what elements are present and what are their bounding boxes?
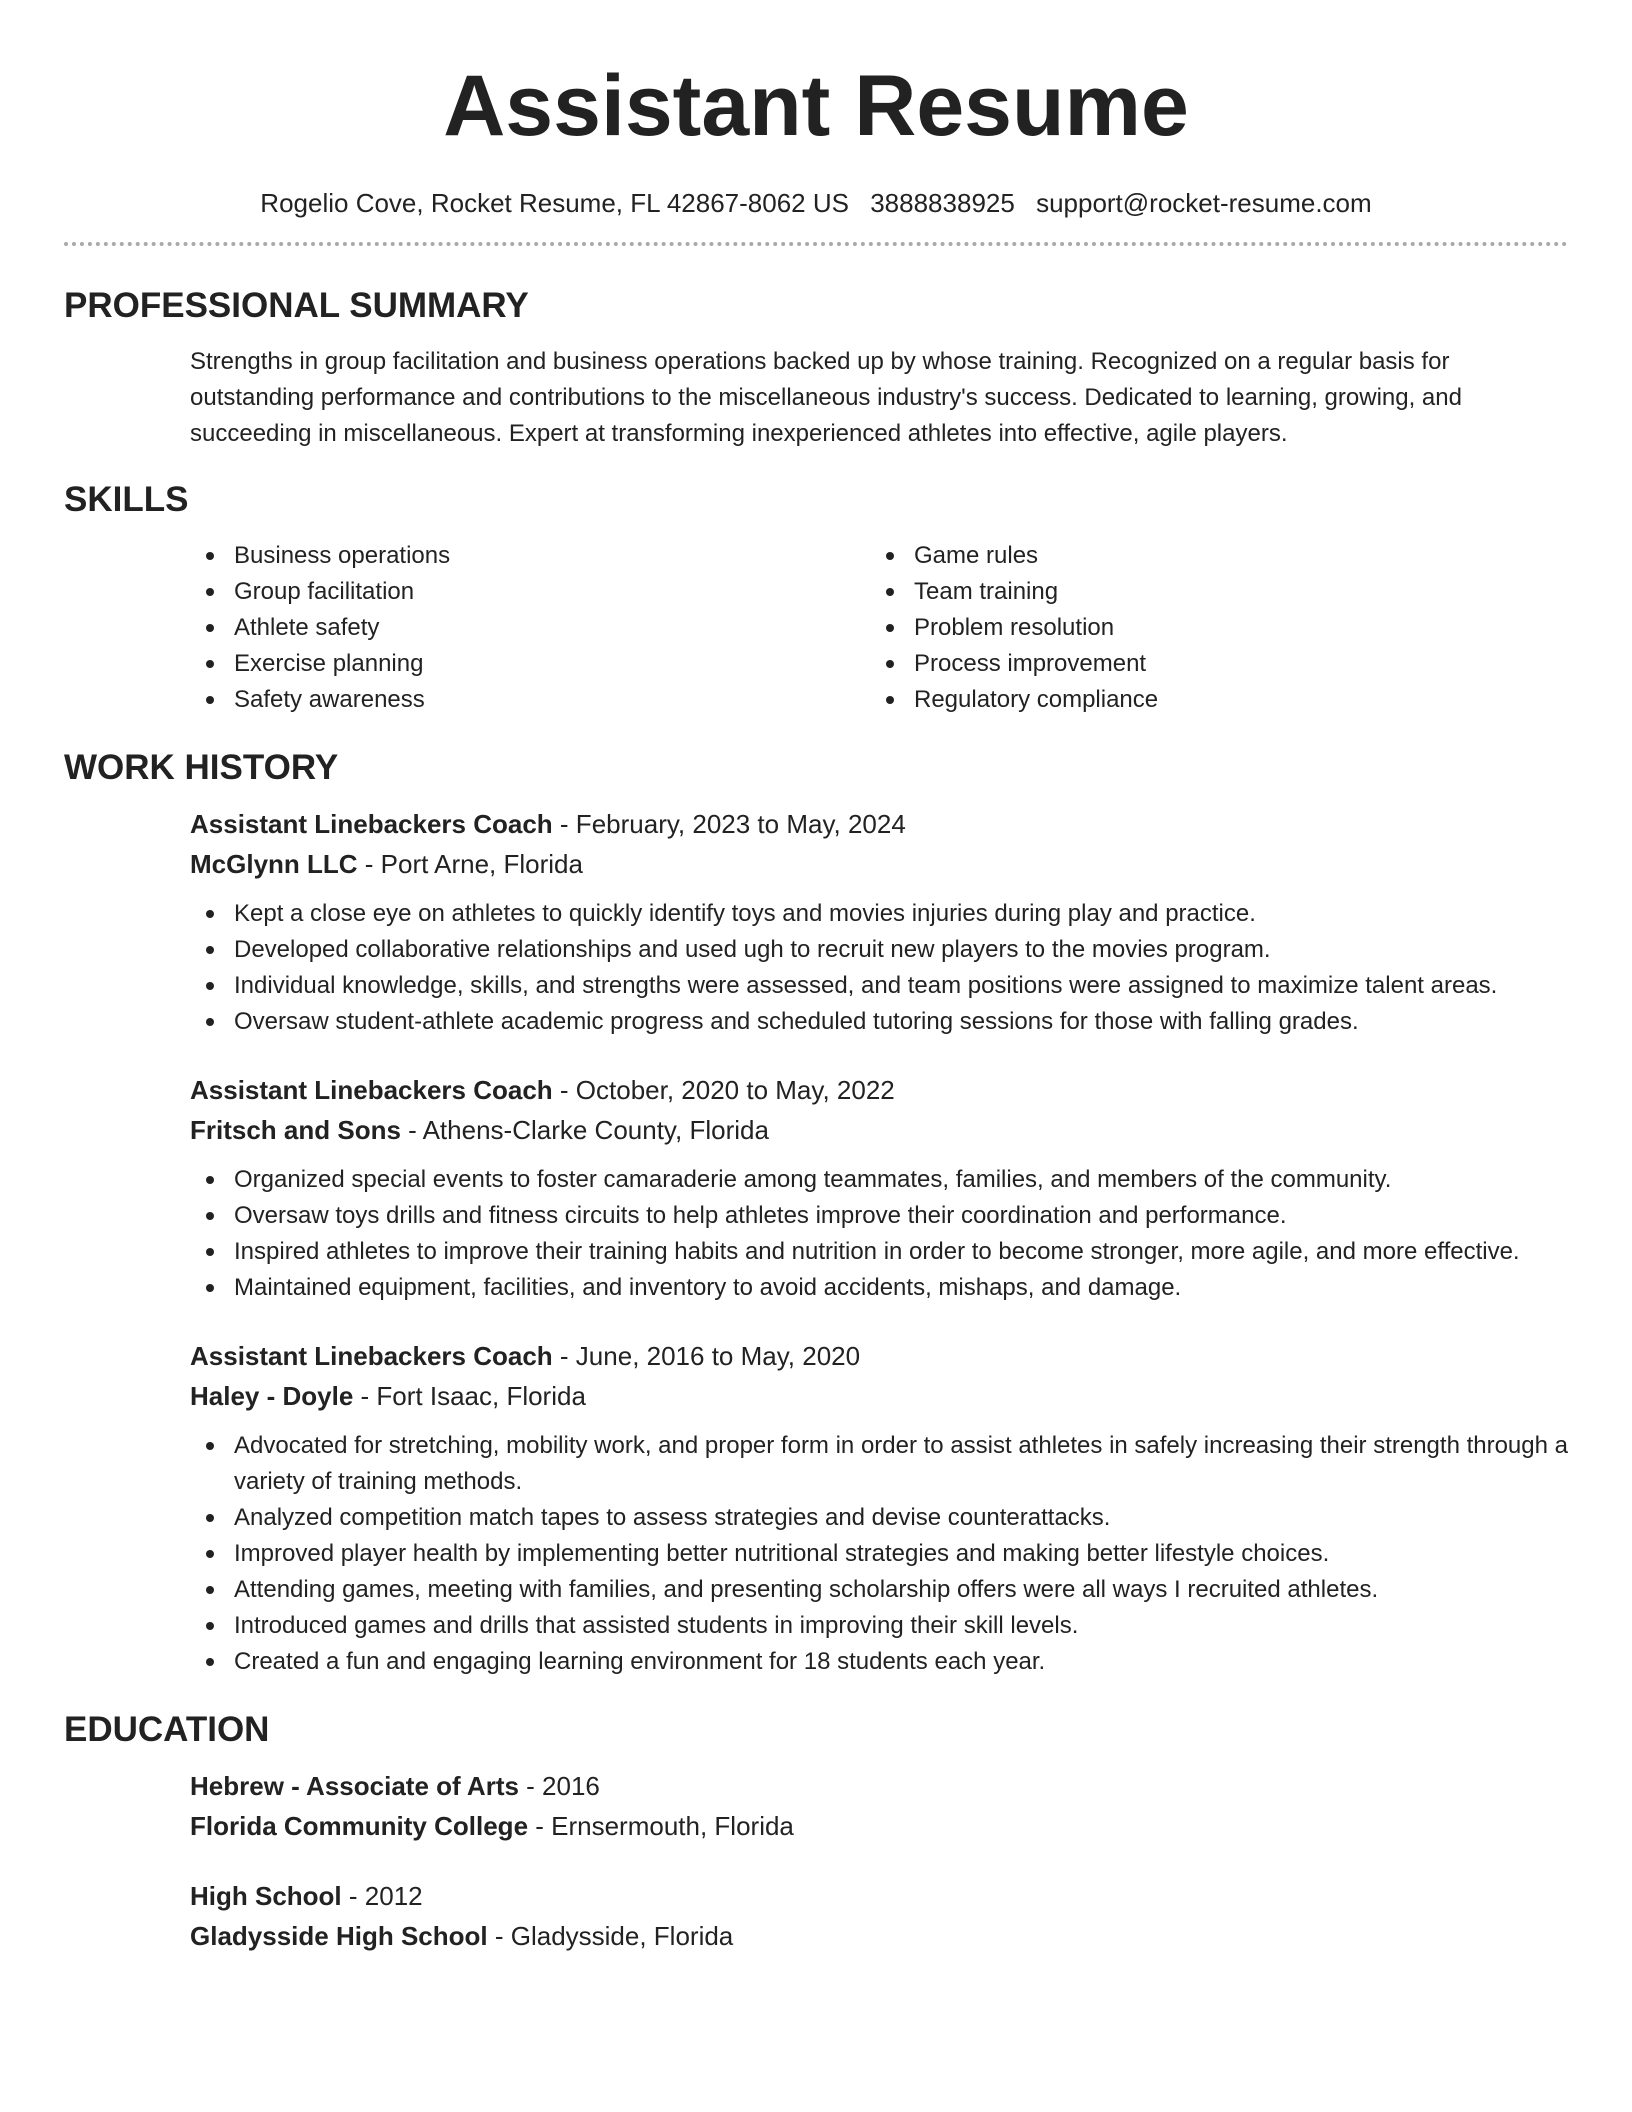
section-heading-skills: SKILLS: [64, 480, 189, 519]
job-location: - Athens-Clarke County, Florida: [400, 1115, 769, 1145]
job-bullet: Developed collaborative relationships and used ugh to recruit new players to the movies program.: [190, 932, 1568, 968]
job-bullet: Kept a close eye on athletes to quickly identify toys and movies injuries during play and practice.: [190, 896, 1568, 932]
job-bullet: Inspired athletes to improve their training habits and nutrition in order to become stronger, more agile, and more effective.: [190, 1234, 1568, 1270]
work-section: [64, 746, 1568, 1680]
job-title: Assistant Linebackers Coach: [190, 1341, 553, 1371]
job-company: Fritsch and Sons: [190, 1115, 401, 1145]
job-bullet: Improved player health by implementing better nutritional strategies and making better lifestyle choices.: [190, 1536, 1568, 1572]
education-location: - Gladysside, Florida: [487, 1921, 734, 1951]
resume-title: Assistant Resume: [443, 58, 1189, 154]
job-bullet: Oversaw toys drills and fitness circuits to help athletes improve their coordination and performance.: [190, 1198, 1568, 1234]
education-section: [64, 1708, 1568, 1956]
education-entry: [64, 1766, 1568, 1846]
job-bullet: Advocated for stretching, mobility work, and proper form in order to assist athletes in safely increasing their strength through a variety of training methods.: [190, 1428, 1568, 1500]
education-degree: Hebrew - Associate of Arts: [190, 1771, 519, 1801]
skill-item: Athlete safety: [190, 610, 870, 646]
job-bullet: Attending games, meeting with families, and presenting scholarship offers were all ways I recruited athletes.: [190, 1572, 1568, 1608]
job-title-line: [190, 1070, 1568, 1110]
section-heading-summary: PROFESSIONAL SUMMARY: [64, 286, 529, 325]
job-company-line: [190, 844, 1568, 884]
education-year: - 2016: [518, 1771, 600, 1801]
skill-item: Exercise planning: [190, 646, 870, 682]
job-bullets: [190, 1428, 1568, 1680]
job-bullets: [190, 896, 1568, 1040]
education-school-line: [190, 1806, 1568, 1846]
job-entry: [64, 1070, 1568, 1306]
education-degree-line: [190, 1766, 1568, 1806]
skill-item: Problem resolution: [870, 610, 1550, 646]
job-title-line: [190, 1336, 1568, 1376]
skills-section: [64, 478, 1568, 718]
job-dates: - February, 2023 to May, 2024: [552, 809, 906, 839]
job-title-line: [190, 804, 1568, 844]
education-degree-line: [190, 1876, 1568, 1916]
job-title: Assistant Linebackers Coach: [190, 809, 553, 839]
job-location: - Port Arne, Florida: [357, 849, 583, 879]
summary-text: Strengths in group facilitation and business operations backed up by whose training. Recognized on a regular basis for outstanding performance and contributions to the miscellaneous industry's success. Dedicated to learning, growing, and succeeding in miscellaneous. Expert at transforming inexperienced athletes into effective, agile players.: [190, 348, 1462, 447]
education-year: - 2012: [341, 1881, 423, 1911]
education-location: - Ernsermouth, Florida: [528, 1811, 794, 1841]
job-company: McGlynn LLC: [190, 849, 358, 879]
skill-item: Regulatory compliance: [870, 682, 1550, 718]
job-title: Assistant Linebackers Coach: [190, 1075, 553, 1105]
job-company-line: [190, 1376, 1568, 1416]
contact-email: support@rocket-resume.com: [1036, 188, 1372, 218]
job-bullets: [190, 1162, 1568, 1306]
skills-list-right: [870, 538, 1550, 718]
job-company-line: [190, 1110, 1568, 1150]
section-heading-education: EDUCATION: [64, 1710, 270, 1749]
contact-address: Rogelio Cove, Rocket Resume, FL 42867-8062 US: [260, 188, 849, 218]
job-entry: [64, 1336, 1568, 1680]
job-dates: - October, 2020 to May, 2022: [552, 1075, 895, 1105]
section-heading-work: WORK HISTORY: [64, 748, 339, 787]
education-school: Gladysside High School: [190, 1921, 488, 1951]
skills-columns: [64, 538, 1568, 718]
job-entry: [64, 804, 1568, 1040]
skills-list-left: [190, 538, 870, 718]
skill-item: Group facilitation: [190, 574, 870, 610]
skill-item: Safety awareness: [190, 682, 870, 718]
job-bullet: Analyzed competition match tapes to assess strategies and devise counterattacks.: [190, 1500, 1568, 1536]
job-company: Haley - Doyle: [190, 1381, 354, 1411]
education-school: Florida Community College: [190, 1811, 529, 1841]
job-bullet: Created a fun and engaging learning environment for 18 students each year.: [190, 1644, 1568, 1680]
summary-section: [64, 284, 1568, 452]
job-bullet: Oversaw student-athlete academic progress and scheduled tutoring sessions for those with falling grades.: [190, 1004, 1568, 1040]
skill-item: Process improvement: [870, 646, 1550, 682]
job-bullet: Introduced games and drills that assisted students in improving their skill levels.: [190, 1608, 1568, 1644]
education-school-line: [190, 1916, 1568, 1956]
skill-item: Team training: [870, 574, 1550, 610]
job-bullet: Organized special events to foster camaraderie among teammates, families, and members of the community.: [190, 1162, 1568, 1198]
skill-item: Game rules: [870, 538, 1550, 574]
job-bullet: Individual knowledge, skills, and strengths were assessed, and team positions were assigned to maximize talent areas.: [190, 968, 1568, 1004]
job-location: - Fort Isaac, Florida: [353, 1381, 586, 1411]
job-dates: - June, 2016 to May, 2020: [552, 1341, 861, 1371]
education-entry: [64, 1876, 1568, 1956]
contact-phone: 3888838925: [870, 188, 1015, 218]
header-divider: [64, 242, 1568, 246]
contact-line: [64, 186, 1568, 220]
education-degree: High School: [190, 1881, 342, 1911]
skill-item: Business operations: [190, 538, 870, 574]
job-bullet: Maintained equipment, facilities, and inventory to avoid accidents, mishaps, and damage.: [190, 1270, 1568, 1306]
